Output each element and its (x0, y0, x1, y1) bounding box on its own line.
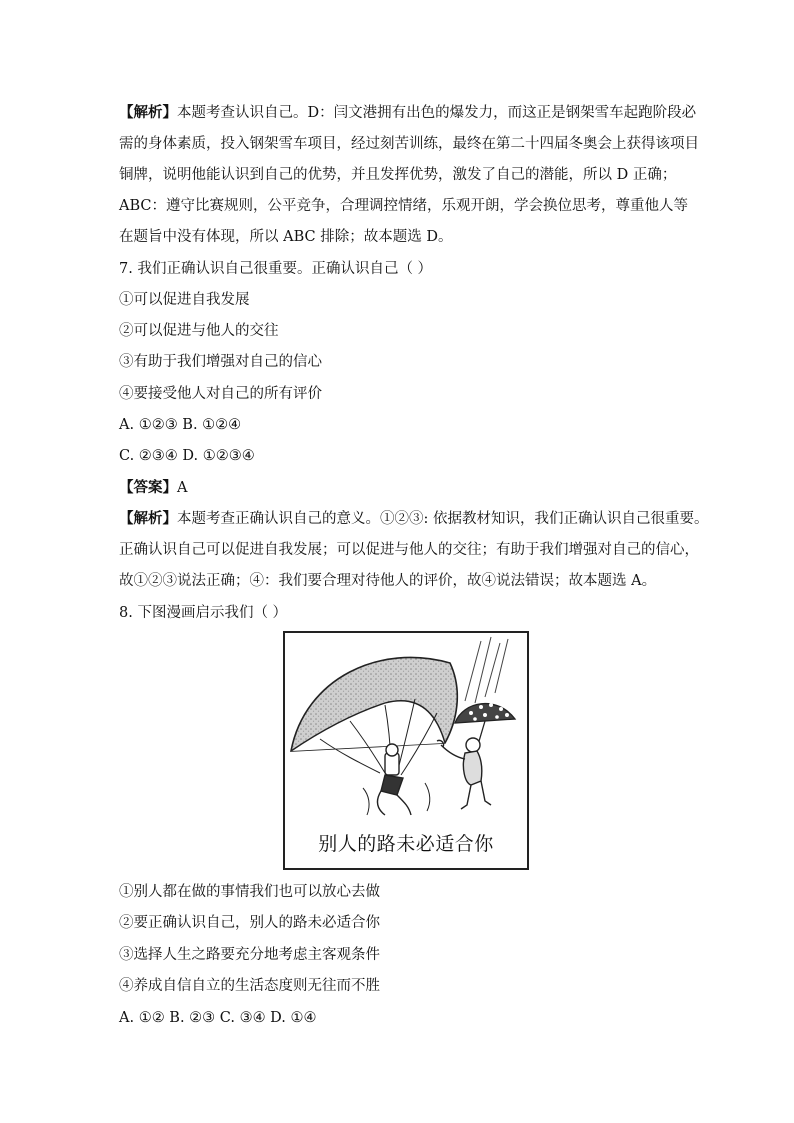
question-8-option-3: ③选择人生之路要充分地考虑主客观条件 (119, 947, 380, 963)
rain-lines (465, 637, 508, 703)
answer-value: A (177, 480, 188, 496)
question-7-stem: 7. 我们正确认识自己很重要。正确认识自己（ ） (119, 261, 433, 277)
question-7-option-3: ③有助于我们增强对自己的信心 (119, 354, 322, 370)
analysis-text: 本题考查正确认识自己的意义。①②③: 依据教材知识，我们正确认识自己很重要。 (177, 511, 709, 527)
question-7-answer (119, 478, 187, 498)
question-7-analysis-1 (119, 509, 709, 529)
question-8-choices: A. ①② B. ②③ C. ③④ D. ①④ (119, 1010, 317, 1026)
question-7-choices-cd: C. ②③④ D. ①②③④ (119, 448, 255, 464)
question-8-option-2: ②要正确认识自己，别人的路未必适合你 (119, 915, 380, 931)
question-7-option-1: ①可以促进自我发展 (119, 292, 250, 308)
walker-figure (437, 738, 491, 809)
question-8-option-4: ④养成自信自立的生活态度则无往而不胜 (119, 978, 380, 994)
answer-tag: 【答案】 (119, 479, 177, 496)
analysis-6-line-3: 铜牌，说明他能认识到自己的优势，并且发挥优势，激发了自己的潜能，所以 D 正确； (119, 167, 677, 183)
question-7-choices-ab: A. ①②③ B. ①②④ (119, 417, 242, 433)
analysis-6-line-4: ABC：遵守比赛规则，公平竞争，合理调控情绪，乐观开朗，学会换位思考，尊重他人等 (119, 198, 688, 214)
analysis-6-line-1 (119, 103, 696, 123)
analysis-tag: 【解析】 (119, 510, 177, 527)
question-7-analysis-3: 故①②③说法正确；④：我们要合理对待他人的评价，故④说法错误；故本题选 A。 (119, 573, 657, 589)
question-8-option-1: ①别人都在做的事情我们也可以放心去做 (119, 884, 380, 900)
analysis-6-line-2: 需的身体素质，投入钢架雪车项目，经过刻苦训练，最终在第二十四届冬奥会上获得该项目 (119, 136, 699, 152)
question-7-analysis-2: 正确认识自己可以促进自我发展；可以促进与他人的交往；有助于我们增强对自己的信心， (119, 542, 699, 558)
analysis-6-line-5: 在题旨中没有体现，所以 ABC 排除；故本题选 D。 (119, 229, 453, 245)
question-7-option-2: ②可以促进与他人的交往 (119, 323, 279, 339)
analysis-tag: 【解析】 (119, 104, 177, 121)
cartoon-image (283, 631, 529, 870)
analysis-text: 本题考查认识自己。D：闫文港拥有出色的爆发力，而这正是钢架雪车起跑阶段必 (177, 105, 697, 121)
question-8-stem: 8. 下图漫画启示我们（ ） (119, 605, 288, 621)
cartoon-caption: 别人的路未必适合你 (318, 833, 494, 855)
question-7-option-4: ④要接受他人对自己的所有评价 (119, 386, 322, 402)
